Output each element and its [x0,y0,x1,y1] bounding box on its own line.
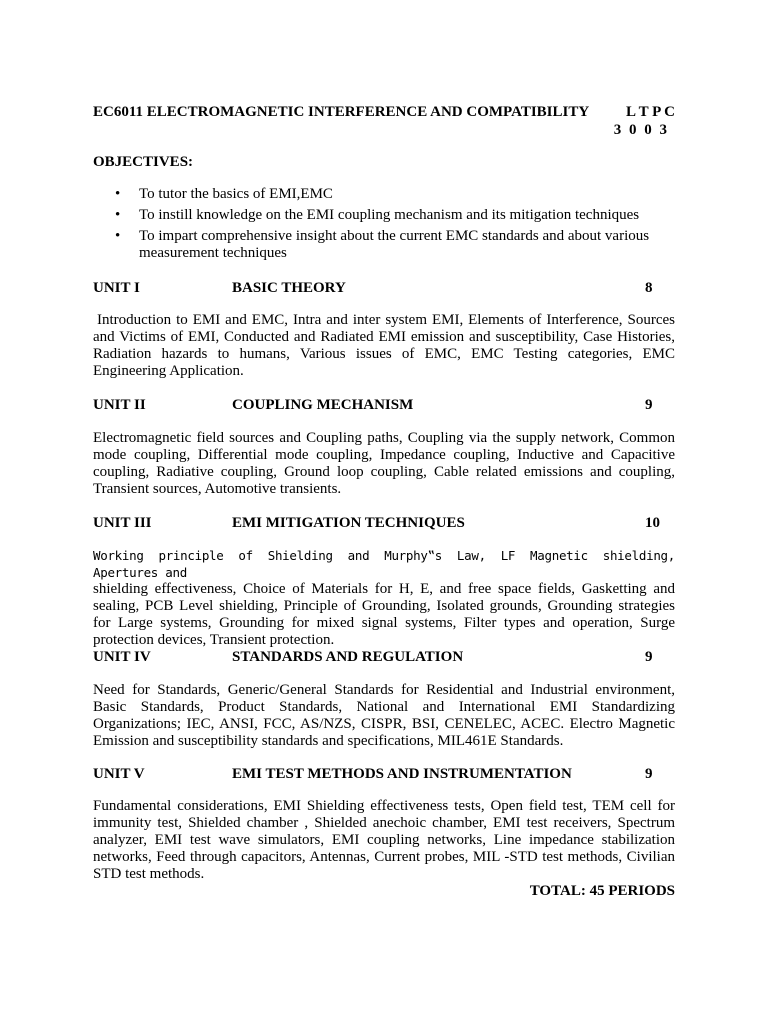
unit-heading [93,649,675,666]
objective-item: • To instill knowledge on the EMI coupling mechanism and its mitigation techniques [93,207,675,224]
unit-title: BASIC THEORY [232,280,346,296]
unit-body: Introduction to EMI and EMC, Intra and inter system EMI, Elements of Interference, Sources and Victims of EMI, Conducted and Radiated EMI emission and susceptibility, Case Histories, Radiation hazards to humans, Various issues of EMC, EMC Testing categories, EMC Engineering Application. [93,312,675,379]
objective-item: • To impart comprehensive insight about the current EMC standards and about various measurement techniques [93,228,675,262]
unit-label: UNIT I [93,280,140,296]
unit-hours: 9 [645,766,653,782]
unit-label: UNIT III [93,515,152,531]
unit-heading [93,766,675,783]
objectives-list [93,186,675,266]
total-periods: TOTAL: 45 PERIODS [529,883,675,899]
course-title-line [93,103,675,121]
ltpc-values: 3 0 0 3 [613,122,669,138]
unit-hours: 8 [645,280,653,296]
unit-heading [93,515,675,532]
objective-item: • To tutor the basics of EMI,EMC [93,186,675,203]
unit-hours: 9 [645,649,653,665]
unit-label: UNIT IV [93,649,151,665]
unit-title: EMI MITIGATION TECHNIQUES [232,515,465,531]
unit-body-first-line: Working principle of Shielding and Murphy‟s Law, LF Magnetic shielding, Apertures and [93,548,675,580]
course-header [93,103,675,139]
unit-body: Fundamental considerations, EMI Shielding effectiveness tests, Open field test, TEM cell for immunity test, Shielded chamber , Shielded anechoic chamber, EMI test receivers, Spectrum analyzer, EMI test wave simulators, EMI coupling networks, Line impedance stabilization networks, Feed through capacitors, Antennas, Current probes, MIL -STD test methods, Civilian STD test methods. [93,798,675,882]
unit-heading [93,397,675,414]
unit-title: STANDARDS AND REGULATION [232,649,464,665]
unit-title: COUPLING MECHANISM [232,397,414,413]
unit-body: Electromagnetic field sources and Coupling paths, Coupling via the supply network, Common mode coupling, Differential mode coupling, Impedance coupling, Inductive and Capacitive coupling, Radiative coupling, Ground loop coupling, Cable related emissions and coupling, Transient sources, Automotive transients. [93,430,675,497]
objectives-heading: OBJECTIVES: [93,154,194,170]
unit-heading [93,280,675,297]
unit-label: UNIT V [93,766,145,782]
unit-title: EMI TEST METHODS AND INSTRUMENTATION [232,766,572,782]
course-title: EC6011 ELECTROMAGNETIC INTERFERENCE AND COMPATIBILITY [93,104,590,120]
unit-hours: 9 [645,397,653,413]
unit-body [93,547,675,649]
unit-body-rest: shielding effectiveness, Choice of Materials for H, E, and free space fields, Gasketting and sealing, PCB Level shielding, Principle of Grounding, Isolated grounds, Grounding strategies for Large systems, Grounding for mixed signal systems, Filter types and operation, Surge protection devices, Transient protection. [93,581,675,648]
ltpc-label: L T P C [625,104,675,120]
unit-body: Need for Standards, Generic/General Standards for Residential and Industrial environment, Basic Standards, Product Standards, National and International EMI Standardizing Organizations; IEC, ANSI, FCC, AS/NZS, CISPR, BSI, CENELEC, ACEC. Electro Magnetic Emission and susceptibility standards and specifications, MIL461E Standards. [93,682,675,749]
unit-label: UNIT II [93,397,146,413]
unit-hours: 10 [645,515,660,531]
